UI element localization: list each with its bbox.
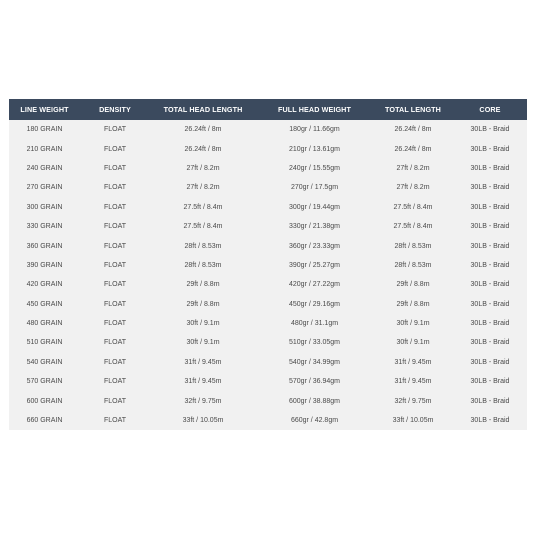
header-line-weight: LINE WEIGHT: [20, 105, 69, 114]
core-cell: 30LB - Braid: [470, 145, 510, 153]
header-total-head-length: TOTAL HEAD LENGTH: [163, 105, 243, 114]
total-length-cell: 27.5ft / 8.4m: [393, 223, 433, 231]
core-cell: 30LB - Braid: [470, 281, 510, 289]
table-row: [9, 178, 527, 197]
total-length-cell: 31ft / 9.45m: [394, 358, 432, 366]
core-cell: 30LB - Braid: [470, 300, 510, 308]
density-cell: FLOAT: [103, 397, 127, 405]
line-spec-table: [9, 99, 527, 430]
table-row: [9, 411, 527, 430]
total-length-cell: 33ft / 10.05m: [392, 417, 434, 425]
line-weight-cell: 540 GRAIN: [26, 358, 63, 366]
density-cell: FLOAT: [103, 281, 127, 289]
total-length-cell: 30ft / 9.1m: [396, 320, 430, 328]
total-head-length-cell: 28ft / 8.53m: [184, 261, 222, 269]
full-head-weight-cell: 360gr / 23.33gm: [289, 242, 340, 250]
full-head-weight-cell: 600gr / 38.88gm: [289, 397, 340, 405]
total-head-length-cell: 31ft / 9.45m: [184, 358, 222, 366]
table-header: [9, 99, 527, 120]
table-row: [9, 159, 527, 178]
total-length-cell: 27.5ft / 8.4m: [393, 203, 433, 211]
table-row: [9, 353, 527, 372]
table-row: [9, 391, 527, 410]
full-head-weight-cell: 390gr / 25.27gm: [289, 261, 340, 269]
core-cell: 30LB - Braid: [470, 358, 510, 366]
core-cell: 30LB - Braid: [470, 339, 510, 347]
total-head-length-cell: 31ft / 9.45m: [184, 378, 222, 386]
full-head-weight-cell: 660gr / 42.8gm: [290, 417, 339, 425]
table-body: [9, 120, 527, 430]
full-head-weight-cell: 570gr / 36.94gm: [289, 378, 340, 386]
density-cell: FLOAT: [103, 145, 127, 153]
core-cell: 30LB - Braid: [470, 223, 510, 231]
full-head-weight-cell: 330gr / 21.38gm: [289, 223, 340, 231]
line-weight-cell: 450 GRAIN: [26, 300, 63, 308]
core-cell: 30LB - Braid: [470, 203, 510, 211]
density-cell: FLOAT: [103, 320, 127, 328]
table-row: [9, 314, 527, 333]
total-head-length-cell: 28ft / 8.53m: [184, 242, 222, 250]
total-length-cell: 27ft / 8.2m: [396, 184, 430, 192]
core-cell: 30LB - Braid: [470, 242, 510, 250]
total-length-cell: 29ft / 8.8m: [396, 281, 430, 289]
full-head-weight-cell: 480gr / 31.1gm: [290, 320, 339, 328]
density-cell: FLOAT: [103, 358, 127, 366]
table-row: [9, 236, 527, 255]
total-length-cell: 30ft / 9.1m: [396, 339, 430, 347]
total-length-cell: 28ft / 8.53m: [394, 261, 432, 269]
core-cell: 30LB - Braid: [470, 320, 510, 328]
line-weight-cell: 660 GRAIN: [26, 417, 63, 425]
line-weight-cell: 510 GRAIN: [26, 339, 63, 347]
line-weight-cell: 420 GRAIN: [26, 281, 63, 289]
header-total-length: TOTAL LENGTH: [385, 105, 441, 114]
density-cell: FLOAT: [103, 203, 127, 211]
density-cell: FLOAT: [103, 242, 127, 250]
density-cell: FLOAT: [103, 164, 127, 172]
core-cell: 30LB - Braid: [470, 126, 510, 134]
line-weight-cell: 480 GRAIN: [26, 320, 63, 328]
total-length-cell: 27ft / 8.2m: [396, 164, 430, 172]
line-weight-cell: 240 GRAIN: [26, 164, 63, 172]
density-cell: FLOAT: [103, 184, 127, 192]
full-head-weight-cell: 540gr / 34.99gm: [289, 358, 340, 366]
table-row: [9, 275, 527, 294]
line-weight-cell: 360 GRAIN: [26, 242, 63, 250]
header-full-head-weight: FULL HEAD WEIGHT: [278, 105, 351, 114]
line-weight-cell: 570 GRAIN: [26, 378, 63, 386]
full-head-weight-cell: 270gr / 17.5gm: [290, 184, 339, 192]
total-head-length-cell: 26.24ft / 8m: [184, 126, 222, 134]
density-cell: FLOAT: [103, 223, 127, 231]
total-length-cell: 29ft / 8.8m: [396, 300, 430, 308]
full-head-weight-cell: 420gr / 27.22gm: [289, 281, 340, 289]
total-length-cell: 26.24ft / 8m: [394, 126, 432, 134]
full-head-weight-cell: 300gr / 19.44gm: [289, 203, 340, 211]
density-cell: FLOAT: [103, 261, 127, 269]
header-density: DENSITY: [99, 105, 131, 114]
total-head-length-cell: 30ft / 9.1m: [186, 320, 220, 328]
line-weight-cell: 390 GRAIN: [26, 261, 63, 269]
header-core: CORE: [479, 105, 501, 114]
line-weight-cell: 180 GRAIN: [26, 126, 63, 134]
total-length-cell: 32ft / 9.75m: [394, 397, 432, 405]
total-length-cell: 31ft / 9.45m: [394, 378, 432, 386]
table-row: [9, 256, 527, 275]
total-head-length-cell: 26.24ft / 8m: [184, 145, 222, 153]
core-cell: 30LB - Braid: [470, 417, 510, 425]
density-cell: FLOAT: [103, 378, 127, 386]
full-head-weight-cell: 240gr / 15.55gm: [289, 164, 340, 172]
total-head-length-cell: 33ft / 10.05m: [182, 417, 224, 425]
table-row: [9, 217, 527, 236]
core-cell: 30LB - Braid: [470, 184, 510, 192]
total-head-length-cell: 27ft / 8.2m: [186, 164, 220, 172]
total-head-length-cell: 30ft / 9.1m: [186, 339, 220, 347]
total-head-length-cell: 27ft / 8.2m: [186, 184, 220, 192]
full-head-weight-cell: 180gr / 11.66gm: [289, 126, 340, 134]
density-cell: FLOAT: [103, 339, 127, 347]
total-head-length-cell: 27.5ft / 8.4m: [183, 223, 223, 231]
total-length-cell: 26.24ft / 8m: [394, 145, 432, 153]
total-length-cell: 28ft / 8.53m: [394, 242, 432, 250]
table-row: [9, 372, 527, 391]
line-weight-cell: 330 GRAIN: [26, 223, 63, 231]
full-head-weight-cell: 510gr / 33.05gm: [289, 339, 340, 347]
line-weight-cell: 210 GRAIN: [26, 145, 63, 153]
core-cell: 30LB - Braid: [470, 378, 510, 386]
density-cell: FLOAT: [103, 126, 127, 134]
total-head-length-cell: 29ft / 8.8m: [186, 281, 220, 289]
total-head-length-cell: 29ft / 8.8m: [186, 300, 220, 308]
full-head-weight-cell: 210gr / 13.61gm: [289, 145, 340, 153]
table-row: [9, 198, 527, 217]
total-head-length-cell: 27.5ft / 8.4m: [183, 203, 223, 211]
table-row: [9, 333, 527, 352]
line-weight-cell: 270 GRAIN: [26, 184, 63, 192]
core-cell: 30LB - Braid: [470, 397, 510, 405]
density-cell: FLOAT: [103, 417, 127, 425]
total-head-length-cell: 32ft / 9.75m: [184, 397, 222, 405]
table-row: [9, 295, 527, 314]
line-weight-cell: 600 GRAIN: [26, 397, 63, 405]
header-row: [9, 99, 527, 120]
table-row: [9, 139, 527, 158]
table-row: [9, 120, 527, 139]
density-cell: FLOAT: [103, 300, 127, 308]
line-weight-cell: 300 GRAIN: [26, 203, 63, 211]
full-head-weight-cell: 450gr / 29.16gm: [289, 300, 340, 308]
core-cell: 30LB - Braid: [470, 164, 510, 172]
core-cell: 30LB - Braid: [470, 261, 510, 269]
